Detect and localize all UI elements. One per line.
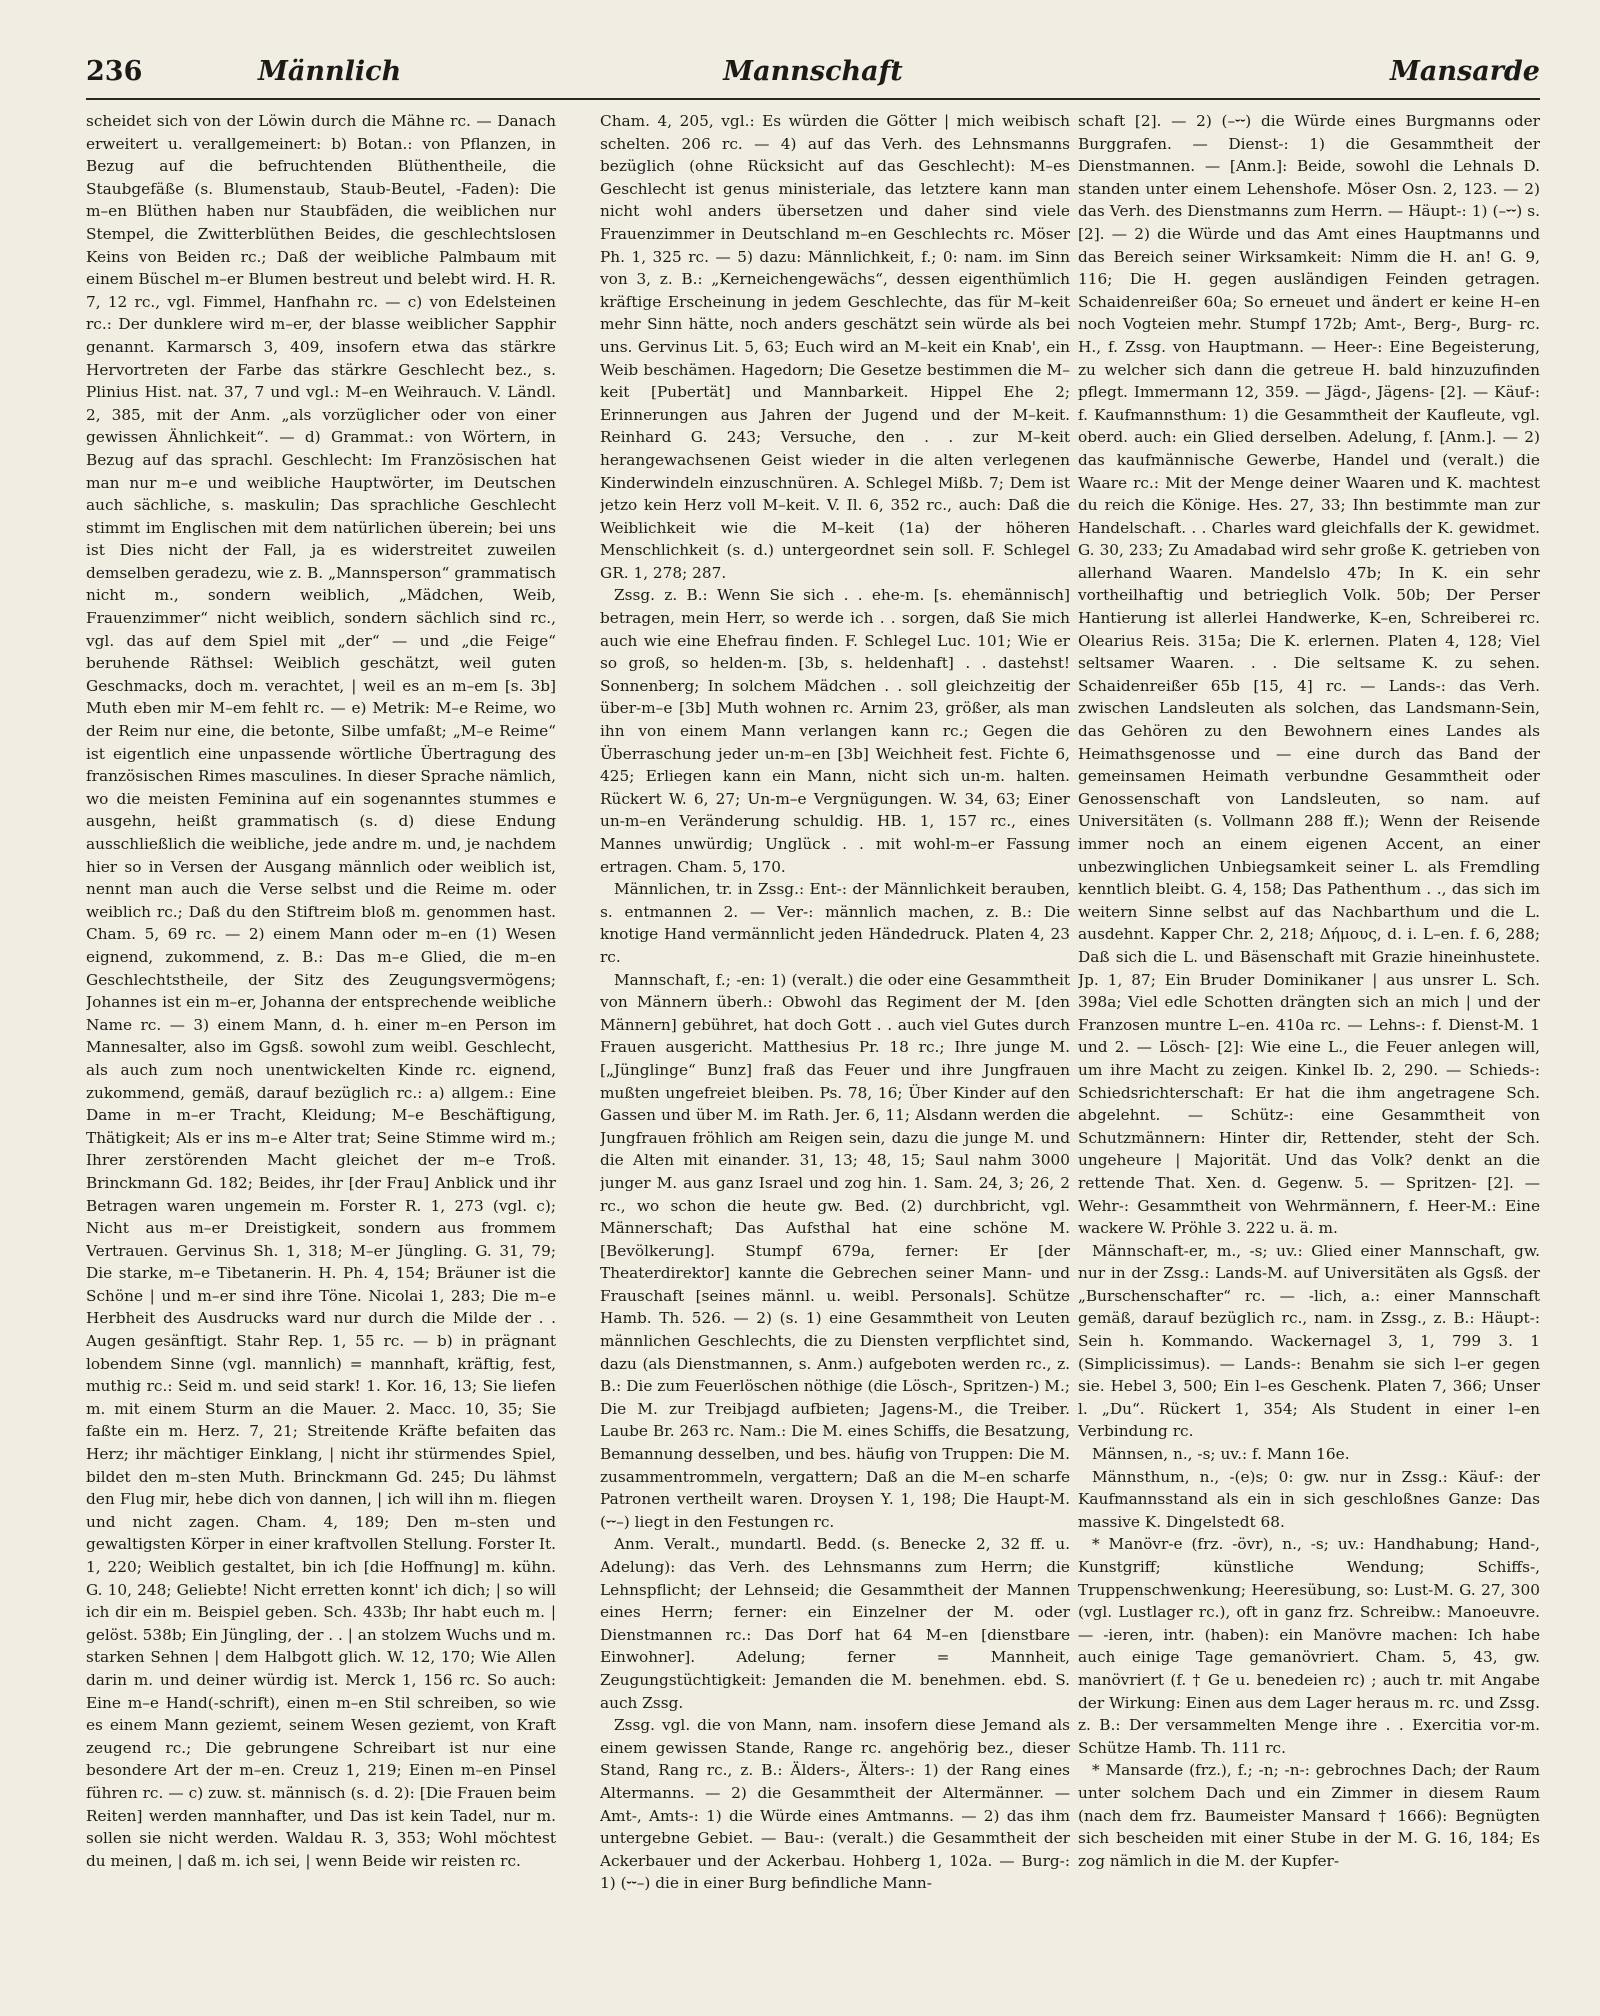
entry-paragraph: Zssg. vgl. die von Mann, nam. insofern diese Jemand als einem gewissen Stande, Range rc. angehörig bez., dieser Stand, Rang rc., z. B.: Älders-, Älters-: 1) der Rang eines Altermanns. — 2) die Gesammtheit der Altermänner. — Amt-, Amts-: 1) die Würde eines Amtmanns. — 2) das ihm untergebne Gebiet. — Bau-: (veralt.) die Gesammtheit der Ackerbauer und der Ackerbau. Hohberg 1, 102a. — Burg-: 1) (⏑⏑–) die in einer Burg befindliche Mann- xyxy=(600,1716,1070,1893)
entry-paragraph: Anm. Veralt., mundartl. Bedd. (s. Benecke 2, 32 ff. u. Adelung): das Verh. des Lehnsmanns zum Herrn; die Lehnspflicht; der Lehnseid; die Gesammtheit der Mannen eines Herrn; ferner: ein Einzelner der M. oder Dienstmannen rc.: Das Dorf hat 64 M–en [dienstbare Einwohner]. Adelung; ferner = Mannheit, Zeugungstüchtigkeit: Jemanden die M. benehmen. ebd. S. auch Zssg. xyxy=(600,1535,1070,1712)
guide-word-left: Männlich xyxy=(258,56,402,87)
page-header xyxy=(86,52,1540,92)
guide-word-center: Mannschaft xyxy=(723,56,903,87)
entry-paragraph: schaft [2]. — 2) (–⏑⏑) die Würde eines Burgmanns oder Burggrafen. — Dienst-: 1) die Gesammtheit der Dienstmannen. — [Anm.]: Beide, sowohl die Lehnals D. standen unter einem Lehenshofe. Möser Osn. 2, 123. — 2) das Verh. des Dienstmanns zum Herrn. — Häupt-: 1) (–⏑⏑) s. [2]. — 2) die Würde und das Amt eines Hauptmanns und das Bereich seiner Wirksamkeit: Nimm die H. an! G. 9, 116; Die H. gegen ausländigen Feinden getragen. Schaidenreißer 60a; So erneuet und ändert er keine H–en noch Vogteien mehr. Stumpf 172b; Amt-, Berg-, Burg- rc. H., f. Zssg. von Hauptmann. — Heer-: Eine Begeisterung, zu welcher sich dann die getreue H. bald hinzuzufinden pflegt. Immermann 12, 359. — Jägd-, Jägens- [2]. — Käuf-: f. Kaufmannsthum: 1) die Gesammtheit der Kaufleute, vgl. oberd. auch: ein Glied derselben. Adelung, f. [Anm.]. — 2) das kaufmännische Gewerbe, Handel und (veralt.) die Waare rc.: Mit der Menge deiner Waaren und K. machtest du reich die Könige. Hes. 27, 33; Ihn bestimmte man zur Handelschaft. . . Charles ward gleichfalls der K. gewidmet. G. 30, 233; Zu Amadabad wird sehr große K. getrieben von allerhand Waaren. Mandelslo 47b; In K. ein sehr vortheilhaftig und betrieglich Volk. 50b; Der Perser Hantierung ist allerlei Handwerke, K–en, Schreiberei rc. Olearius Reis. 315a; Die K. erlernen. Platen 4, 128; Viel seltsamer Waaren. . . Die seltsame K. zu sehen. Schaidenreißer 65b [15, 4] rc. — Lands-: das Verh. zwischen Landsleuten als solchen, das Landsmann-Sein, das Gehören zu den Bewohnern eines Landes als Heimathsgenosse und — eine durch das Band der gemeinsamen Heimath verbundne Gesammtheit oder Genossenschaft von Landsleuten, so nam. auf Universitäten (s. Vollmann 288 ff.); Wenn der Reisende immer noch an einem eigenen Accent, an einer unbezwinglichen Unbiegsamkeit seiner L. als Fremdling kenntlich bleibt. G. 4, 158; Das Pathenthum . ., das sich im weitern Sinne selbst auf das Nachbarthum und die L. ausdehnt. Kapper Chr. 2, 218; Δήμους, d. i. L–en. f. 6, 288; Daß sich die L. und Bäsenschaft mit Grazie hineinhustete. Jp. 1, 87; Ein Bruder Dominikaner | aus unsrer L. Sch. 398a; Viel edle Schotten drängten sich an mich | und der Franzosen muntre L–en. 410a rc. — Lehns-: f. Dienst-M. 1 und 2. — Lösch- [2]: Wie eine L., die Feuer anlegen will, um ihre Macht zu zeigen. Kinkel Ib. 2, 290. — Schieds-: Schiedsrichterschaft: Er hat die ihm angetragene Sch. abgelehnt. — Schütz-: eine Gesammtheit von Schutzmännern: Hinter dir, Rettender, steht der Sch. ungeheure | Majorität. Und das Volk? denkt an die rettende That. Xen. d. Gegenw. 5. — Spritzen- [2]. — Wehr-: Gesammtheit von Wehrmännern, f. Heer-M.: Eine wackere W. Pröhle 3. 222 u. ä. m. xyxy=(1078,112,1540,1238)
entry-paragraph: Zssg. z. B.: Wenn Sie sich . . ehe-m. [s. ehemännisch] betragen, mein Herr, so werde ich . . sorgen, daß Sie mich auch wie eine Ehefrau finden. F. Schlegel Luc. 101; Wie er so groß, so helden-m. [3b, s. heldenhaft] . . dastehst! Sonnenberg; In solchem Mädchen . . soll gleichzeitig der über-m–e [3b] Muth wohnen rc. Arnim 23, größer, als man ihn von einem Mann verlangen kann rc.; Gegen die Überraschung jeder un-m–en [3b] Weichheit fest. Fichte 6, 425; Erliegen kann ein Mann, nicht sich un-m. halten. Rückert W. 6, 27; Un-m–e Vergnügungen. W. 34, 63; Einer un-m–en Veränderung schuldig. HB. 1, 157 rc., eines Mannes unwürdig; Unglück . . mit wohl-m–er Fassung ertragen. Cham. 5, 170. xyxy=(600,586,1070,876)
column-right xyxy=(1078,110,1540,1990)
entry-paragraph: * Manövr-e (frz. -övr), n., -s; uv.: Handhabung; Hand-, Kunstgriff; künstliche Wendung; Schiffs-, Truppenschwenkung; Heeresübung, so: Lust-M. G. 27, 300 (vgl. Lustlager rc.), oft in ganz frz. Schreibw.: Manoeuvre. — -ieren, intr. (haben): ein Manövre machen: Ich habe auch einige Tage gemanövriert. Cham. 5, 43, gw. manövriert (f. † Ge u. benedeien rc) ; auch tr. mit Angabe der Wirkung: Einen aus dem Lager heraus m. rc. und Zssg. z. B.: Der versammelten Menge ihre . . Exercitia vor-m. Schütze Hamb. Th. 111 rc. xyxy=(1078,1535,1540,1757)
entry-paragraph: scheidet sich von der Löwin durch die Mähne rc. — Danach erweitert u. verallgemeinert: b) Botan.: von Pflanzen, in Bezug auf die befruchtenden Blüthentheile, die Staubgefäße (s. Blumenstaub, Staub-Beutel, -Faden): Die m–en Blüthen haben nur Staubfäden, die weiblichen nur Stempel, die Zwitterblüthen Beides, die geschlechtslosen Keins von Beiden rc.; Daß der weibliche Palmbaum mit einem Büschel m–er Blumen bestreut und belebt wird. H. R. 7, 12 rc., vgl. Fimmel, Hanfhahn rc. — c) von Edelsteinen rc.: Der dunklere wird m–er, der blasse weiblicher Sapphir genannt. Karmarsch 3, 409, insofern etwa das stärkre Hervortreten der Farbe das stärkre Geschlecht bez., s. Plinius Hist. nat. 37, 7 und vgl.: M–en Weihrauch. V. Ländl. 2, 385, mit der Anm. „als vorzüglicher oder von einer gewissen Ähnlichkeit“. — d) Grammat.: von Wörtern, in Bezug auf das sprachl. Geschlecht: Im Französischen hat man nur m–e und weibliche Hauptwörter, im Deutschen auch sächliche, s. maskulin; Das sprachliche Geschlecht stimmt im Englischen mit dem natürlichen überein; bei uns ist Dies nicht der Fall, ja es widerstreitet zuweilen demselben geradezu, wie z. B. „Mannsperson“ grammatisch nicht m., sondern weiblich, „Mädchen, Weib, Frauenzimmer“ nicht weiblich, sondern sächlich sind rc., vgl. das auf dem Spiel mit „der“ — und „die Feige“ beruhende Räthsel: Weiblich geschätzt, weil guten Geschmacks, doch m. verachtet, | weil es an m–em [s. 3b] Muth eben mir M–em fehlt rc. — e) Metrik: M–e Reime, wo der Reim nur eine, die betonte, Silbe umfaßt; „M–e Reime“ ist eigentlich eine unpassende wörtliche Übertragung des französischen Rimes masculines. In dieser Sprache nämlich, wo die meisten Feminina auf ein sogenanntes stummes e ausgehn, heißt grammatisch (s. d) diese Endung ausschließlich die weibliche, jede andre m. und, je nachdem hier so in Versen der Ausgang männlich oder weiblich ist, nennt man auch die Verse selbst und die Reime m. oder weiblich rc.; Daß du den Stiftreim bloß m. genommen hast. Cham. 5, 69 rc. — 2) einem Mann oder m–en (1) Wesen eignend, zukommend, z. B.: Das m–e Glied, die m–en Geschlechtstheile, der Sitz des Zeugungsvermögens; Johannes ist ein m–er, Johanna der entsprechende weibliche Name rc. — 3) einem Mann, d. h. einer m–en Person im Mannesalter, also im Ggsß. sowohl zum weibl. Geschlecht, als auch zum noch unentwickelten Kinde rc. eignend, zukommend, gemäß, darauf bezüglich rc.: a) allgem.: Eine Dame in m–er Tracht, Kleidung; M–e Beschäftigung, Thätigkeit; Als er ins m–e Alter trat; Seine Stimme wird m.; Ihrer zerstörenden Macht gleichet der m–e Troß. Brinckmann Gd. 182; Beides, ihr [der Frau] Anblick und ihr Betragen waren ungemein m. Forster R. 1, 273 (vgl. c); Nicht aus m–er Dreistigkeit, sondern aus frommem Vertrauen. Gervinus Sh. 1, 318; M–er Jüngling. G. 31, 79; Die starke, m–e Tibetanerin. H. Ph. 4, 154; Bräuner ist die Schöne | und m–er sind ihre Töne. Nicolai 1, 283; Die m–e Herbheit des Ausdrucks ward nur durch die Milde der . . Augen gesänftigt. Stahr Rep. 1, 55 rc. — b) in prägnant lobendem Sinne (vgl. mannlich) = mannhaft, kräftig, fest, muthig rc.: Seid m. und seid stark! 1. Kor. 16, 13; Sie liefen m. mit einem Sturm an die Mauer. 2. Macc. 10, 35; Sie faßte ein m. Herz. 7, 21; Streitende Kräfte befaiten das Herz; ihr mächtiger Einklang, | nicht ihr stürmendes Spiel, bildet den m–sten Muth. Brinckmann Gd. 245; Du lähmst den Flug mir, hebe dich von dannen, | ich will ihn m. fliegen und nicht zagen. Cham. 4, 189; Den m–sten und gewaltigsten Körper in einer kraftvollen Stellung. Forster It. 1, 220; Weiblich gestaltet, bin ich [die Hoffnung] m. kühn. G. 10, 248; Geliebte! Nicht erretten konnt' ich dich; | so will ich dir ein m. Beispiel geben. Sch. 433b; Ihr habt euch m. | gelöst. 538b; Ein Jüngling, der . . | an stolzem Wuchs und m. starken Sehnen | dem Halbgott glich. W. 12, 170; Wie Allen darin m. und deiner würdig ist. Merck 1, 156 rc. So auch: Eine m–e Hand(-schrift), einen m–en Stil schreiben, so wie es einem Mann geziemt, seinem Wesen geziemt, von Kraft zeugend rc.; Die gebrungene Schreibart ist nur eine besondere Art der m–en. Creuz 1, 219; Einen m–en Pinsel führen rc. — c) zuw. st. männisch (s. d. 2): [Die Frauen beim Reiten] werden mannhafter, und Das ist kein Tadel, nur m. sollen sie nicht werden. Waldau R. 3, 353; Wohl möchtest du meinen, | daß m. ich sei, | wenn Beide wir reisten rc. xyxy=(86,112,556,1870)
guide-word-right: Mansarde xyxy=(1390,56,1540,87)
column-middle xyxy=(600,110,1070,1990)
page-number: 236 xyxy=(86,56,143,87)
entry-paragraph: Cham. 4, 205, vgl.: Es würden die Götter | mich weibisch schelten. 206 rc. — 4) auf das Verh. des Lehnsmanns bezüglich (ohne Rücksicht auf das Geschlecht): M–es Geschlecht ist genus ministeriale, das letztere kann man nicht wohl anders übersetzen und daher sind viele Frauenzimmer in Deutschland m–en Geschlechts rc. Möser Ph. 1, 325 rc. — 5) dazu: Männlichkeit, f.; 0: nam. im Sinn von 3, z. B.: „Kerneichengewächs“, dessen eigenthümlich kräftige Erscheinung in jedem Geschlechte, das für M–keit mehr Sinn hätte, noch anders geschätzt sein würde als bei uns. Gervinus Lit. 5, 63; Euch wird an M–keit ein Knab', ein Weib beschämen. Hagedorn; Die Gesetze bestimmen die M–keit [Pubertät] und Mannbarkeit. Hippel Ehe 2; Erinnerungen aus Jahren der Jugend und der M–keit. Reinhard G. 243; Versuche, den . . zur M–keit herangewachsenen Geist wieder in die alten verlegenen Kinderwindeln einzuschnüren. A. Schlegel Mißb. 7; Dem ist jetzo kein Herz voll M–keit. V. Il. 6, 352 rc., auch: Daß die Weiblichkeit wie die M–keit (1a) der höheren Menschlichkeit (s. d.) untergeordnet sein soll. F. Schlegel GR. 1, 278; 287. xyxy=(600,112,1070,582)
entry-paragraph: Männlichen, tr. in Zssg.: Ent-: der Männlichkeit berauben, s. entmannen 2. — Ver-: männlich machen, z. B.: Die knotige Hand vermännlicht jeden Händedruck. Platen 4, 23 rc. xyxy=(600,880,1070,966)
header-rule xyxy=(86,98,1540,100)
entry-paragraph: Männsen, n., -s; uv.: f. Mann 16e. xyxy=(1092,1445,1350,1464)
entry-paragraph: * Mansarde (frz.), f.; -n; -n-: gebrochnes Dach; der Raum unter solchem Dach und ein Zimmer in diesem Raum (nach dem frz. Baumeister Mansard † 1666): Begnügten sich bescheiden mit einer Stube in der M. G. 16, 184; Es zog nämlich in die M. der Kupfer- xyxy=(1078,1761,1540,1870)
entry-paragraph: Mannschaft, f.; -en: 1) (veralt.) die oder eine Gesammtheit von Männern überh.: Obwohl das Regiment der M. [den Männern] gebühret, hat doch Gott . . auch viel Gutes durch Frauen ausgericht. Matthesius Pr. 18 rc.; Ihre junge M. [„Jünglinge“ Bunz] fraß das Feuer und ihre Jungfrauen mußten ungefreiet bleiben. Ps. 78, 16; Über Kinder auf den Gassen und über M. im Rath. Jer. 6, 11; Alsdann werden die Jungfrauen fröhlich am Reigen sein, dazu die junge M. und die Alten mit einander. 31, 13; 48, 15; Saul nahm 3000 junger M. aus ganz Israel und zog hin. 1. Sam. 24, 3; 26, 2 rc., wo schon die heute gw. Bed. (2) durchbricht, vgl. Männerschaft; Das Aufsthal hat eine schöne M. [Bevölkerung]. Stumpf 679a, ferner: Er [der Theaterdirektor] kannte die Gebrechen seiner Mann- und Frauschaft [seines männl. u. weibl. Personals]. Schütze Hamb. Th. 526. — 2) (s. 1) eine Gesammtheit von Leuten männlichen Geschlechts, die zu Diensten verpflichtet sind, dazu (als Dienstmannen, s. Anm.) aufgeboten werden rc., z. B.: Die zum Feuerlöschen nöthige (die Lösch-, Spritzen-) M.; Die M. zur Treibjagd aufbieten; Jagens-M., die Treiber. Laube Br. 263 rc. Nam.: Die M. eines Schiffs, die Besatzung, Bemannung desselben, und bes. häufig von Truppen: Die M. zusammentrommeln, vergattern; Daß an die M–en scharfe Patronen vertheilt waren. Droysen Y. 1, 198; Die Haupt-M. (⏑⏑–) liegt in den Festungen rc. xyxy=(600,970,1070,1531)
column-left xyxy=(86,110,556,1990)
entry-paragraph: Männschaft-er, m., -s; uv.: Glied einer Mannschaft, gw. nur in der Zssg.: Lands-M. auf Universitäten als Ggsß. der „Burschenschafter“ rc. — -lich, a.: einer Mannschaft gemäß, darauf bezüglich rc., nam. in Zssg., z. B.: Häupt-: Sein h. Kommando. Wackernagel 3, 1, 799 3. 1 (Simplicissimus). — Lands-: Benahm sie sich l–er gegen sie. Hebel 3, 500; Ein l–es Geschenk. Platen 7, 366; Unser l. „Du“. Rückert 1, 354; Als Student in einer l–en Verbindung rc. xyxy=(1078,1241,1540,1441)
entry-paragraph: Männsthum, n., -(e)s; 0: gw. nur in Zssg.: Käuf-: der Kaufmannsstand als ein in sich geschloßnes Ganze: Das massive K. Dingelstedt 68. xyxy=(1078,1467,1540,1531)
